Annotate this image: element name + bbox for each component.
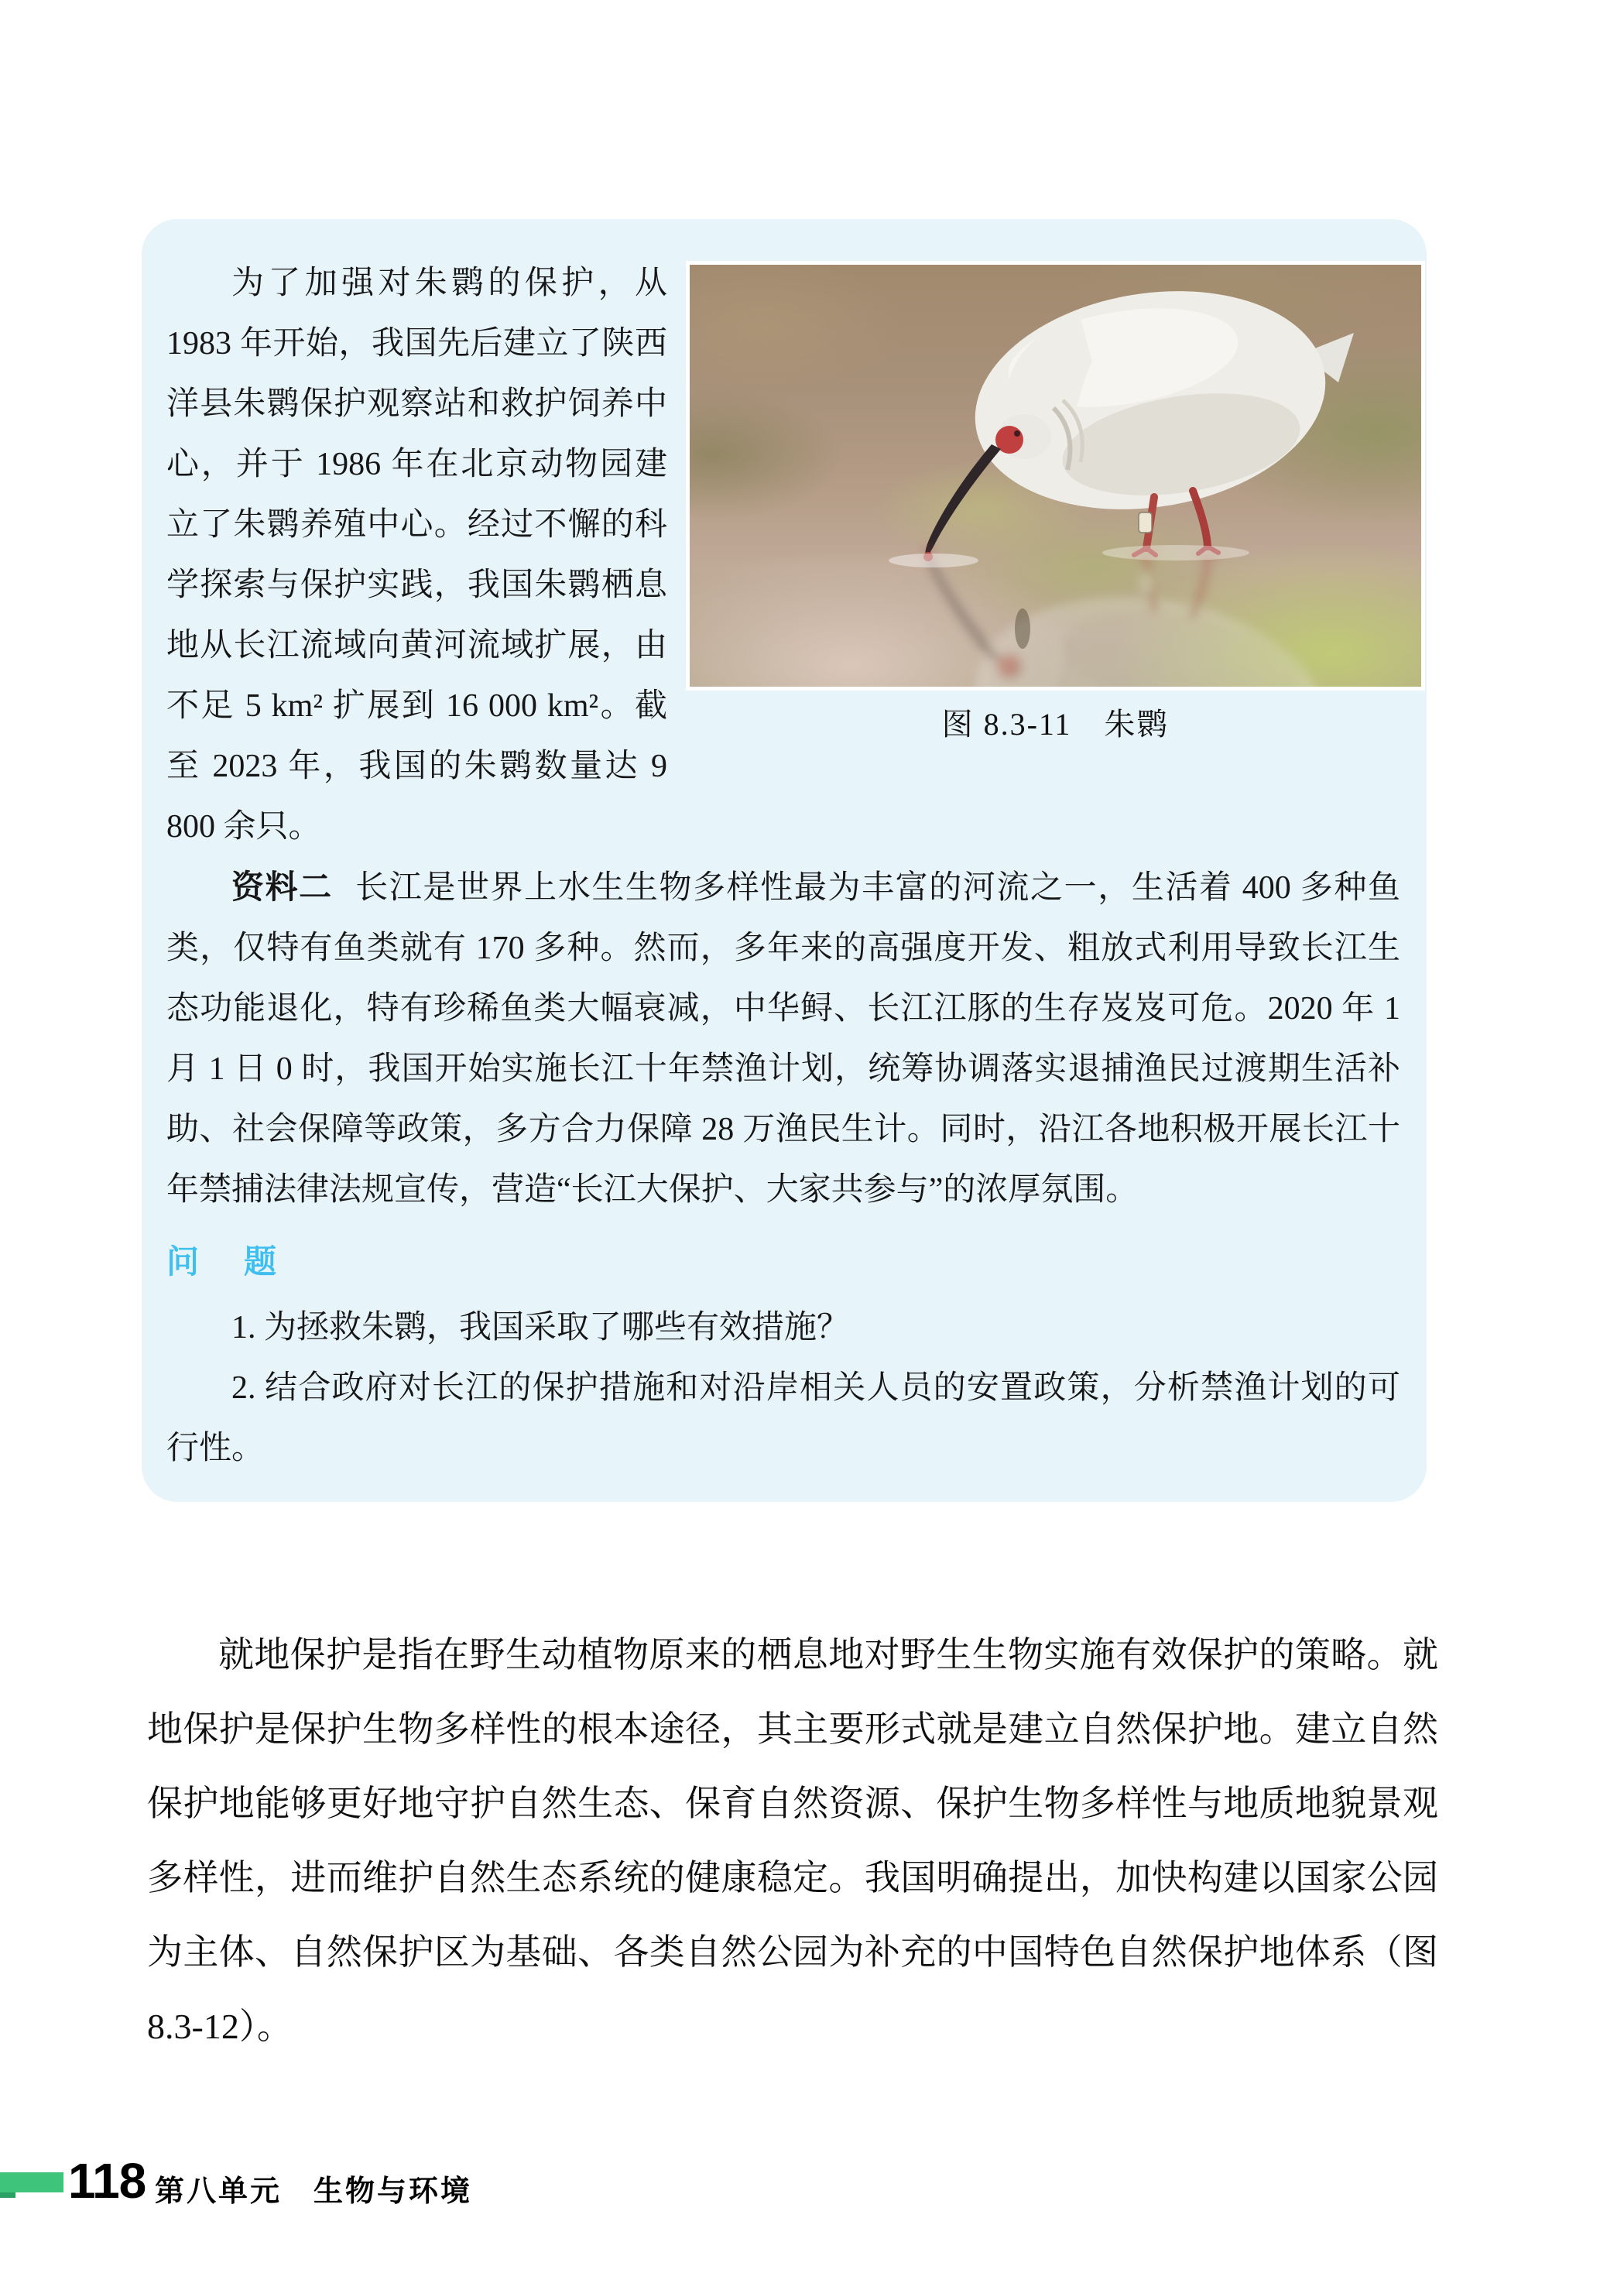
material-two-paragraph — [166, 857, 1400, 1220]
material-two-label: 资料二 — [231, 869, 333, 905]
material-two-text: 长江是世界上水生生物多样性最为丰富的河流之一，生活着 400 多种鱼类，仅特有鱼类就有 170 多种。然而，多年来的高强度开发、粗放式利用导致长江生态功能退化，特有珍稀鱼类大幅衰减，中华鲟、长江江豚的生存岌岌可危。2020 年 1 月 1 日 0 时，我国开始实施长江十年禁渔计划，统筹协调落实退捕渔民过渡期生活补助、社会保障等政策，多方合力保障 28 万渔民生计。同时，沿江各地积极开展长江十年禁捕法律法规宣传，营造“长江大保护、大家共参与”的浓厚氛围。 — [166, 870, 1400, 1208]
body-paragraph: 就地保护是指在野生动植物原来的栖息地对野生生物实施有效保护的策略。就地保护是保护生物多样性的根本途径，其主要形式就是建立自然保护地。建立自然保护地能够更好地守护自然生态、保育自然资源、保护生物多样性与地质地貌景观多样性，进而维护自然生态系统的健康稳定。我国明确提出，加快构建以国家公园为主体、自然保护区为基础、各类自然公园为补充的中国特色自然保护地体系（图 8.3-12）。 — [147, 1635, 1438, 2046]
page-number: 118 — [68, 2153, 146, 2209]
footer-green-bar-tail — [0, 2192, 15, 2198]
material-one-paragraph: 为了加强对朱鹮的保护，从 1983 年开始，我国先后建立了陕西洋县朱鹮保护观察站和救护饲养中心，并于 1986 年在北京动物园建立了朱鹮养殖中心。经过不懈的科学探索与保护实践，我国朱鹮栖息地从长江流域向黄河流域扩展，由不足 5 km² 扩展到 16 000 km²。截至 2023 年，我国的朱鹮数量达 9 800 余只。 — [166, 266, 667, 845]
figure-caption: 图 8.3-11 朱鹮 — [941, 707, 1170, 742]
ibis-figure — [686, 261, 1425, 744]
questions-heading: 问 题 — [166, 1243, 283, 1280]
unit-title: 第八单元 生物与环境 — [155, 2175, 473, 2208]
ibis-photo — [686, 261, 1425, 691]
crested-ibis-illustration — [690, 265, 1421, 687]
question-item-2: 2. 结合政府对长江的保护措施和对沿岸相关人员的安置政策，分析禁渔计划的可行性。 — [166, 1370, 1400, 1466]
footer-green-bar — [0, 2172, 63, 2192]
question-item-1: 1. 为拯救朱鹮，我国采取了哪些有效措施？ — [231, 1310, 850, 1345]
material-info-box — [142, 219, 1427, 1502]
